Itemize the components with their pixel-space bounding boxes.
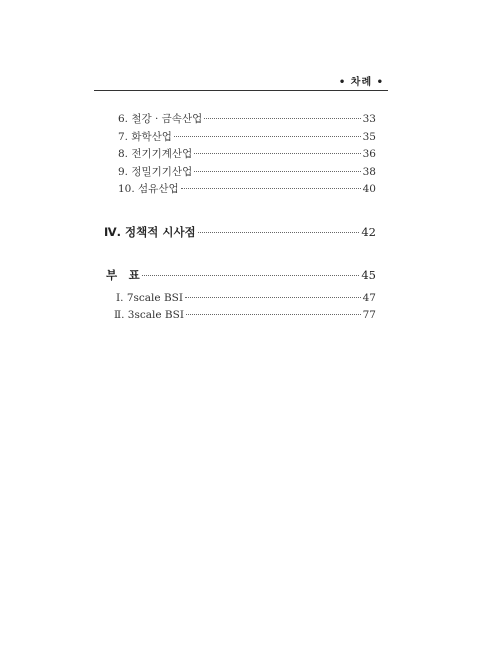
toc-entry-label: 부 표	[106, 268, 140, 282]
toc-entry-page: 40	[362, 183, 376, 195]
toc-entry-page: 45	[361, 268, 376, 282]
toc-entry[interactable]	[118, 164, 376, 179]
leader-dots	[181, 188, 361, 189]
toc-section-iv[interactable]	[104, 224, 376, 240]
toc-entry-label: 9. 정밀기기산업	[118, 166, 193, 178]
toc-entry-page: 42	[361, 225, 376, 239]
leader-dots	[174, 136, 361, 137]
toc-entry-label: 10. 섬유산업	[118, 183, 179, 195]
toc-entry-label: Ⅳ. 정책적 시사점	[104, 225, 196, 239]
leader-dots	[204, 118, 360, 119]
toc-entry-page: 33	[362, 113, 376, 125]
toc-entry-label: 6. 철강 · 금속산업	[118, 113, 203, 125]
toc-entry-label: Ⅰ. 7scale BSI	[116, 292, 183, 304]
leader-dots	[194, 153, 360, 154]
toc-entry[interactable]	[116, 292, 376, 304]
leader-dots	[186, 314, 361, 315]
toc-entry-page: 35	[362, 131, 376, 143]
toc-appendix[interactable]	[106, 267, 376, 283]
running-header: • 차례 •	[338, 77, 384, 88]
toc-entry-label: 8. 전기기계산업	[118, 148, 193, 160]
toc-entry[interactable]	[118, 129, 376, 144]
leader-dots	[142, 275, 360, 276]
toc-entry-page: 38	[362, 166, 376, 178]
toc-entry-page: 77	[362, 309, 376, 321]
leader-dots	[194, 171, 360, 172]
leader-dots	[185, 297, 361, 298]
toc-entry[interactable]	[114, 309, 376, 321]
header-rule	[94, 90, 388, 91]
leader-dots	[198, 232, 360, 233]
toc-entry[interactable]	[118, 146, 376, 161]
toc-entry[interactable]	[118, 181, 376, 196]
toc-entry[interactable]	[118, 111, 376, 126]
toc-entry-label: 7. 화학산업	[118, 131, 172, 143]
toc-entry-page: 47	[362, 292, 376, 304]
toc-entry-page: 36	[362, 148, 376, 160]
toc-entry-label: Ⅱ. 3scale BSI	[114, 309, 184, 321]
